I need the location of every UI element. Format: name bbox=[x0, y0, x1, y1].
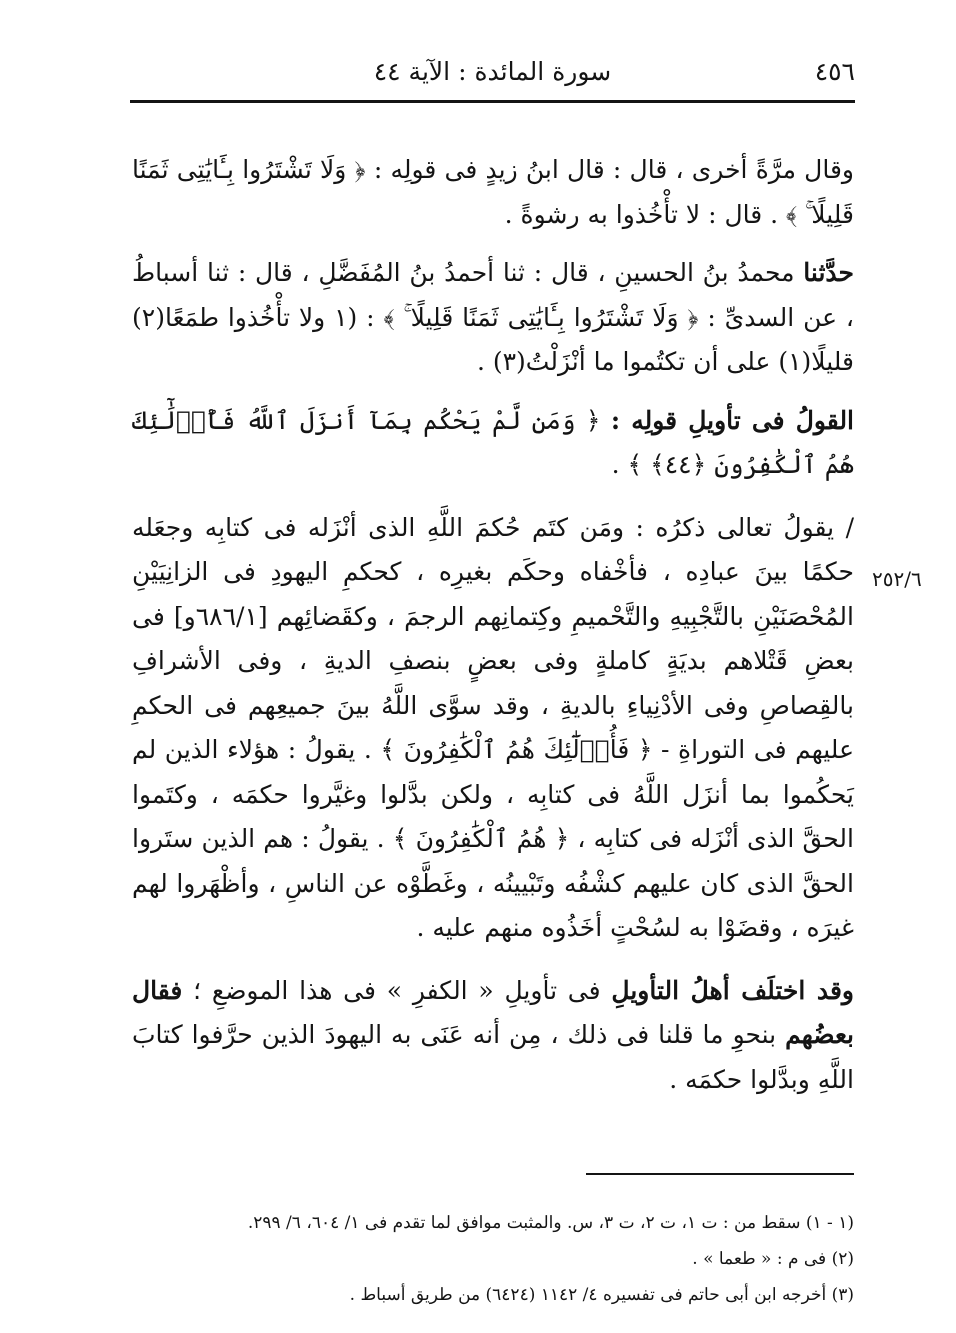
footnote-rule bbox=[586, 1173, 854, 1175]
paragraph-3-text: ﴿ وَمَن لَّمْ يَحْكُم بِمَآ أَنزَلَ ٱللَّهُ فَأُو۟لَٰٓئِكَ هُمُ ٱلْكَٰفِرُونَ ﴿٤٤﴾ ﴾ . bbox=[132, 405, 854, 479]
paragraph-5-text: فى تأويلِ « الكفرِ » فى هذا الموضعِ ؛ bbox=[182, 975, 612, 1005]
paragraph-5 bbox=[132, 969, 854, 1103]
paragraph-2 bbox=[132, 251, 854, 385]
margin-reference: ٢٥٢/٦ bbox=[872, 567, 922, 591]
header-rule bbox=[130, 100, 855, 103]
paragraph-5-lead2: فقال بعضُهم bbox=[132, 975, 854, 1049]
running-title: سورة المائدة : الآية ٤٤ bbox=[373, 57, 612, 86]
footnote-1: (١ - ١) سقط من : ت ١، ت ٢، ت ٣، س. والمثبت موافق لما تقدم فى ١/ ٦٠٤، ٦/ ٢٩٩. bbox=[247, 1213, 854, 1233]
page-number: ٤٥٦ bbox=[814, 57, 855, 86]
page-header bbox=[130, 55, 855, 95]
footnotes bbox=[140, 1205, 854, 1313]
body-text bbox=[132, 148, 854, 1120]
paragraph-5-lead: وقد اختلَف أهلُ التأويلِ bbox=[611, 975, 854, 1005]
paragraph-1-text: وقال مرَّةً أخرى ، قال : قال ابنُ زيدٍ فى قولِه : ﴿ وَلَا تَشْتَرُوا بِـَٔايَٰتِى ثَمَنًا قَلِيلًا ۚ ﴾ . قال : لا تأْخُذوا به رشوةً . bbox=[132, 155, 854, 229]
paragraph-4-text: / يقولُ تعالى ذكرُه : ومَن كتَم حُكمَ اللَّهِ الذى أنْزَله فى كتابِه وجعَله حكمًا بينَ عبادِه ، فأخْفاه وحكَم بغيرِه ، كحكمِ اليهودِ فى الزانِيَيْنِ المُحْصَنَيْنِ بالتَّجْبِيهِ والتَّحْميمِ وكِتمانِهم الرجمَ ، وكقَضائِهم [٦٨٦/١و] فى بعضِ قَتْلاهم بديَةٍ كاملةٍ وفى بعضٍ بنصفِ الديةِ ، وفى الأشرافِ بالقِصاصِ وفى الأدْنِياءِ بالديةِ ، وقد سوَّى اللَّهُ بينَ جميعِهم فى الحكمِ عليهم فى التوراةِ - ﴿ فَأُو۟لَٰٓئِكَ هُمُ ٱلْكَٰفِرُونَ ﴾ . يقولُ : هؤلاء الذين لم يَحكُموا بما أنزَل اللَّهُ فى كتابِه ، ولكن بدَّلوا وغيَّروا حكمَه ، وكتَموا الحقَّ الذى أنْزَله فى كتابِه ، ﴿ هُمُ ٱلْكَٰفِرُونَ ﴾ . يقولُ : هم الذين ستَروا الحقَّ الذى كان عليهم كشْفُه وتَبْيينُه ، وغَطَّوْه عن الناسِ ، وأظْهَروا لهم غيرَه ، وقضَوْا به لسُحْتٍ أخَذُوه منهم عليه . bbox=[132, 512, 854, 942]
paragraph-5-text2: بنحوِ ما قلنا فى ذلك ، مِن أنه عَنَى به اليهودَ الذين حرَّفوا كتابَ اللَّهِ وبدَّلوا حكمَه . bbox=[132, 1020, 854, 1094]
paragraph-3-lead: القولُ فى تأويلِ قولِه : bbox=[610, 405, 855, 435]
paragraph-4 bbox=[132, 506, 854, 951]
footnote-2: (٢) فى م : « طعما » . bbox=[692, 1249, 854, 1269]
footnote-3: (٣) أخرجه ابن أبى حاتم فى تفسيره ٤/ ١١٤٢ (٦٤٢٤) من طريق أسباط . bbox=[349, 1285, 854, 1305]
paragraph-2-lead: حدَّثنا bbox=[803, 258, 854, 287]
paragraph-2-text: محمدُ بنُ الحسينِ ، قال : ثنا أحمدُ بنُ المُفَضَّلِ ، قال : ثنا أسباطُ ، عن السدىِّ : ﴿ وَلَا تَشْتَرُوا بِـَٔايَٰتِى ثَمَنًا قَلِيلًا ۚ ﴾ : (١ ولا تأْخُذوا طمَعًا(٢) قليلًا(١) على أن تكتُموا ما أنْزَلْتُ(٣) . bbox=[132, 258, 854, 376]
paragraph-1 bbox=[132, 148, 854, 237]
paragraph-3 bbox=[132, 399, 854, 488]
